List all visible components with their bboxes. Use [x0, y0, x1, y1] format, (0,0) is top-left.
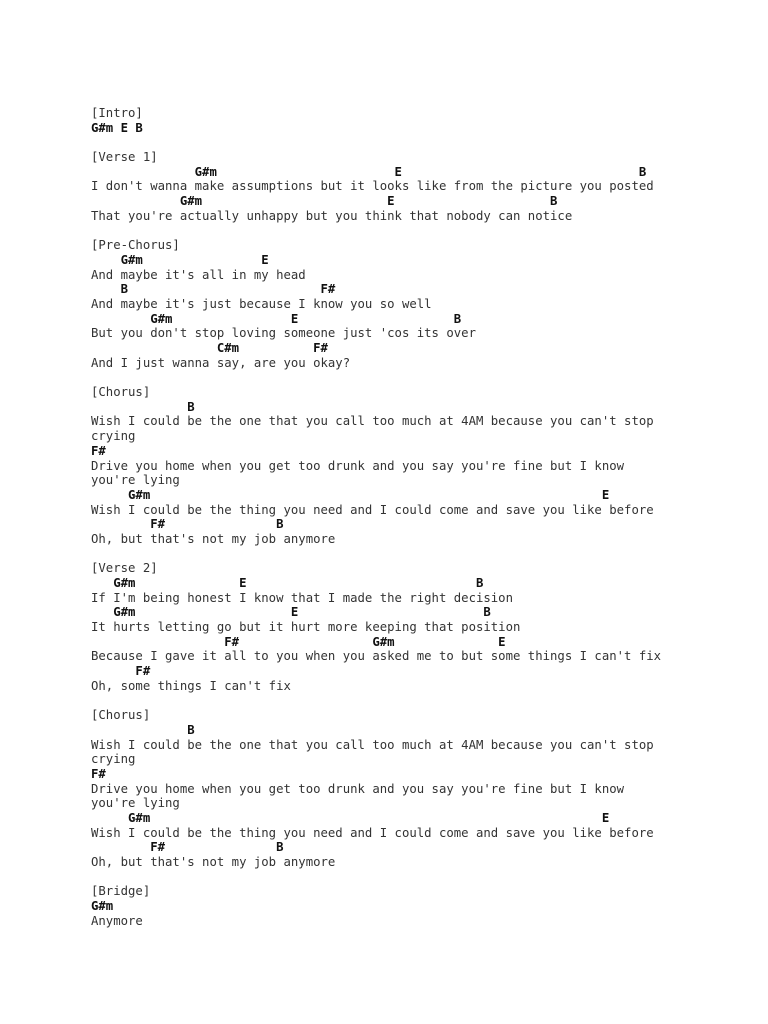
section-gap — [91, 135, 751, 150]
lyric-line: I don't wanna make assumptions but it looks like from the picture you posted — [91, 179, 654, 194]
lyric-line: But you don't stop loving someone just 'cos its over — [91, 326, 476, 341]
song-section — [91, 150, 751, 223]
lyric-line: you're lying — [91, 473, 180, 488]
lyric-line: Wish I could be the thing you need and I could come and save you like before — [91, 825, 654, 840]
lyric-line: Oh, but that's not my job anymore — [91, 855, 336, 870]
chord-line: G#m E B — [91, 164, 647, 179]
lyric-line: Oh, some things I can't fix — [91, 678, 291, 693]
section-label: [Bridge] — [91, 884, 151, 899]
song-section — [91, 708, 751, 870]
lyric-line: crying — [91, 429, 136, 444]
chord-line: B — [91, 722, 195, 737]
section-label: [Verse 2] — [91, 561, 158, 576]
chord-line: F# B — [91, 517, 284, 532]
chord-line: G#m E B — [91, 120, 143, 135]
song-section — [91, 238, 751, 370]
lyric-line: Because I gave it all to you when you asked me to but some things I can't fix — [91, 649, 662, 664]
chord-line: B F# — [91, 282, 336, 297]
chord-line: C#m F# — [91, 341, 328, 355]
section-gap — [91, 694, 751, 709]
lyric-line: Drive you home when you get too drunk and you say you're fine but I know — [91, 458, 625, 473]
section-label: [Intro] — [91, 106, 143, 120]
song-section — [91, 106, 751, 135]
chord-line: B — [91, 399, 195, 414]
lyric-line: That you're actually unhappy but you think that nobody can notice — [91, 208, 573, 223]
section-label: [Pre-Chorus] — [91, 238, 180, 253]
section-label: [Chorus] — [91, 385, 151, 400]
lyric-line: If I'm being honest I know that I made the right decision — [91, 590, 513, 605]
lyric-line: It hurts letting go but it hurt more keeping that position — [91, 620, 521, 635]
lyric-line: Wish I could be the one that you call too much at 4AM because you can't stop — [91, 414, 654, 429]
chord-line: F# — [91, 443, 106, 458]
section-label: [Verse 1] — [91, 150, 158, 165]
chord-line: G#m — [91, 899, 114, 914]
chord-sheet — [91, 106, 751, 929]
chord-line: F# G#m E — [91, 634, 506, 649]
lyric-line: Wish I could be the one that you call too much at 4AM because you can't stop — [91, 737, 654, 752]
section-gap — [91, 547, 751, 562]
song-section — [91, 561, 751, 693]
lyric-line: Wish I could be the thing you need and I could come and save you like before — [91, 502, 654, 517]
lyric-line: And maybe it's just because I know you so well — [91, 296, 432, 311]
chord-line: G#m E B — [91, 576, 484, 590]
section-label: [Chorus] — [91, 708, 151, 723]
chord-line: G#m E B — [91, 194, 558, 209]
lyric-line: crying — [91, 752, 136, 767]
chord-line: F# — [91, 664, 151, 679]
lyric-line: And I just wanna say, are you okay? — [91, 355, 351, 370]
chord-line: G#m E — [91, 811, 610, 825]
lyric-line: you're lying — [91, 796, 180, 811]
chord-line: G#m E B — [91, 311, 462, 326]
song-section — [91, 884, 751, 928]
lyric-line: And maybe it's all in my head — [91, 267, 306, 282]
lyric-line: Drive you home when you get too drunk and you say you're fine but I know — [91, 781, 625, 796]
section-gap — [91, 224, 751, 239]
chord-line: G#m E — [91, 487, 610, 502]
lyric-line: Anymore — [91, 913, 143, 928]
chord-line: F# — [91, 766, 106, 781]
section-gap — [91, 870, 751, 885]
chord-line: G#m E B — [91, 605, 491, 620]
section-gap — [91, 370, 751, 385]
chord-line: F# B — [91, 840, 284, 855]
lyric-line: Oh, but that's not my job anymore — [91, 531, 336, 546]
chord-line: G#m E — [91, 252, 269, 267]
song-section — [91, 385, 751, 547]
